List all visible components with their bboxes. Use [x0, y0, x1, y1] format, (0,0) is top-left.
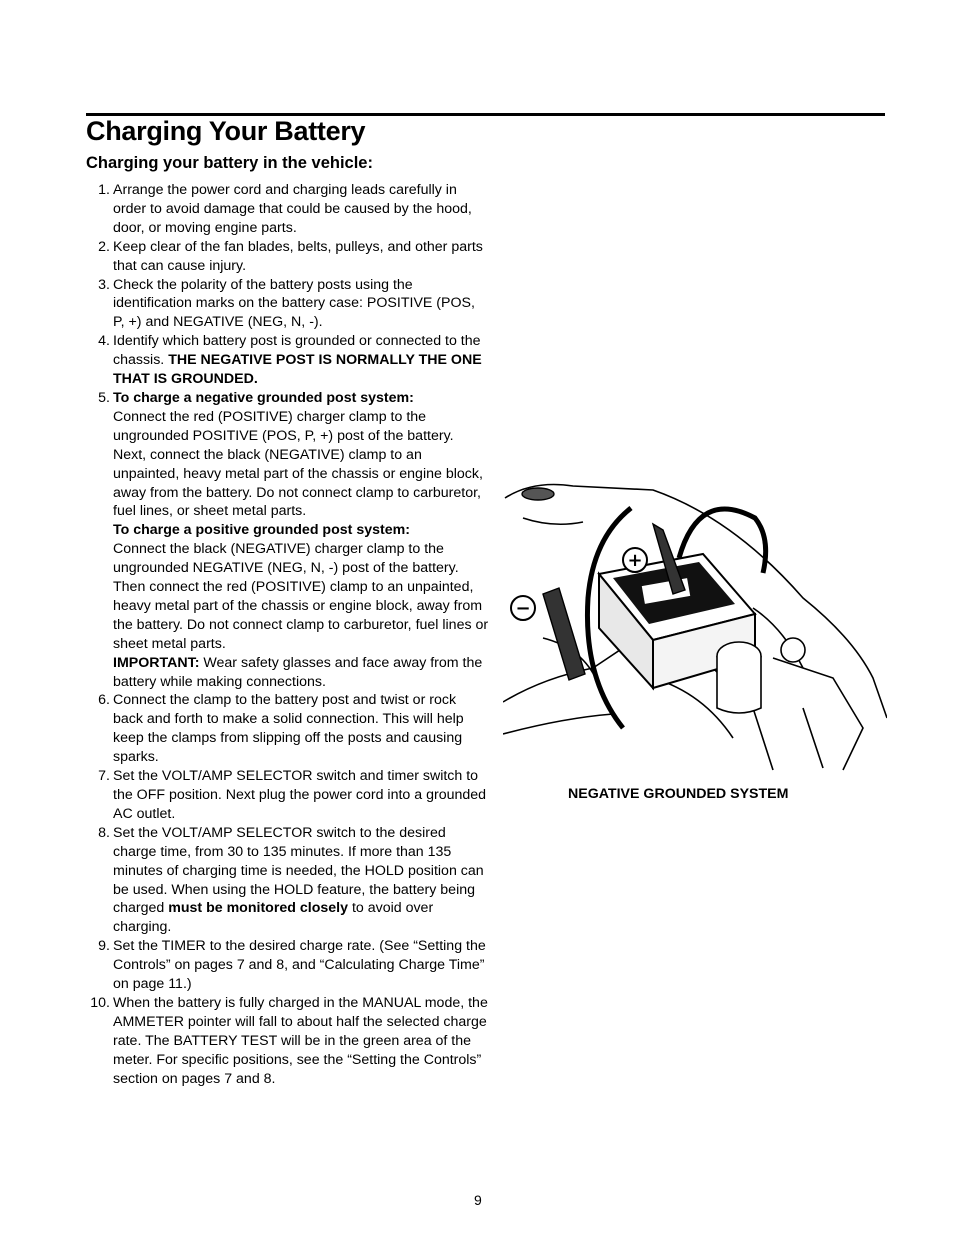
step-number: 5. — [98, 389, 110, 406]
step-number: 10. — [90, 994, 110, 1011]
list-item — [84, 824, 489, 937]
list-item — [84, 181, 489, 238]
minus-symbol: − — [515, 598, 531, 619]
step-number: 8. — [98, 824, 110, 841]
plus-symbol: + — [627, 550, 643, 571]
figure-caption: NEGATIVE GROUNDED SYSTEM — [568, 786, 789, 802]
page-number: 9 — [474, 1192, 482, 1208]
list-item — [84, 994, 489, 1089]
step-warning: THE NEGATIVE POST IS NORMALLY THE ONE THAT IS GROUNDED. — [113, 352, 482, 388]
battery-charging-illustration — [503, 478, 887, 774]
list-item — [84, 389, 489, 692]
step-text: Set the VOLT/AMP SELECTOR switch to the desired charge time, from 30 to 135 minutes. If more than 135 minutes of charging time is needed, the HOLD position can be used. When using the HOLD feature, the battery being charged — [113, 824, 484, 917]
step-text: Identify which battery post is grounded or connected to the chassis. — [113, 333, 481, 369]
negative-clamp-icon — [543, 588, 585, 680]
step-number: 2. — [98, 238, 110, 255]
step-text: Keep clear of the fan blades, belts, pulleys, and other parts that can cause injury. — [113, 238, 483, 274]
list-item — [84, 238, 489, 276]
list-item — [84, 937, 489, 994]
important-text: Wear safety glasses and face away from the battery while making connections. — [113, 654, 483, 690]
cap-icon — [522, 488, 554, 500]
step-text: Set the VOLT/AMP SELECTOR switch and timer switch to the OFF position. Next plug the power cord into a grounded AC outlet. — [113, 768, 487, 822]
step-text: When the battery is fully charged in the MANUAL mode, the AMMETER pointer will fall to about half the selected charge rate. The BATTERY TEST will be in the green area of the meter. For specific positions, see the “Setting the Controls” section on pages 7 and 8. — [113, 994, 488, 1087]
section-subtitle: Charging your battery in the vehicle: — [86, 154, 373, 172]
step-number: 6. — [98, 692, 110, 709]
instruction-list — [84, 181, 489, 1089]
step-number: 1. — [98, 182, 110, 198]
positive-system-heading: To charge a positive grounded post system: — [113, 522, 410, 539]
list-item — [84, 691, 489, 767]
list-item — [84, 332, 489, 389]
list-item — [84, 767, 489, 824]
step-text: Arrange the power cord and charging leads carefully in order to avoid damage that could be caused by the hood, door, or moving engine parts. — [113, 182, 472, 236]
negative-system-text: Connect the red (POSITIVE) charger clamp to the ungrounded POSITIVE (POS, P, +) post of the battery. Next, connect the black (NEGATIVE) clamp to an unpainted, heavy metal part of the chassis or engine block, away from the battery. Do not connect clamp to carburetor, fuel lines, or sheet metal parts. — [113, 408, 483, 520]
step-text: Check the polarity of the battery posts using the identification marks on the battery case: POSITIVE (POS, P, +) and NEGATIVE (NEG, N, -). — [113, 276, 475, 331]
step-number: 4. — [98, 333, 110, 350]
step-number: 9. — [98, 938, 110, 955]
list-item — [84, 276, 489, 333]
step-number: 3. — [98, 276, 110, 293]
positive-system-text: Connect the black (NEGATIVE) charger clamp to the ungrounded NEGATIVE (NEG, N, -) post of the battery. Then connect the red (POSITIVE) clamp to an unpainted, heavy metal part of the chassis or engine block, away from the battery. Do not connect clamp to carburetor, fuel lines or sheet metal parts. — [113, 541, 489, 652]
important-label: IMPORTANT: — [113, 654, 200, 671]
page-title: Charging Your Battery — [86, 116, 366, 146]
step-text: Set the TIMER to the desired charge rate. (See “Setting the Controls” on pages 7 and 8, and “Calculating Charge Time” on page 11.) — [113, 938, 486, 993]
step-text-tail: to avoid over charging. — [113, 900, 434, 936]
step-emphasis: must be monitored closely — [168, 900, 348, 917]
step-text: Connect the clamp to the battery post and twist or rock back and forth to make a solid connection. This will help keep the clamps from slipping off the posts and causing sparks. — [113, 692, 464, 766]
step-number: 7. — [98, 768, 110, 785]
negative-system-heading: To charge a negative grounded post system: — [113, 389, 414, 406]
